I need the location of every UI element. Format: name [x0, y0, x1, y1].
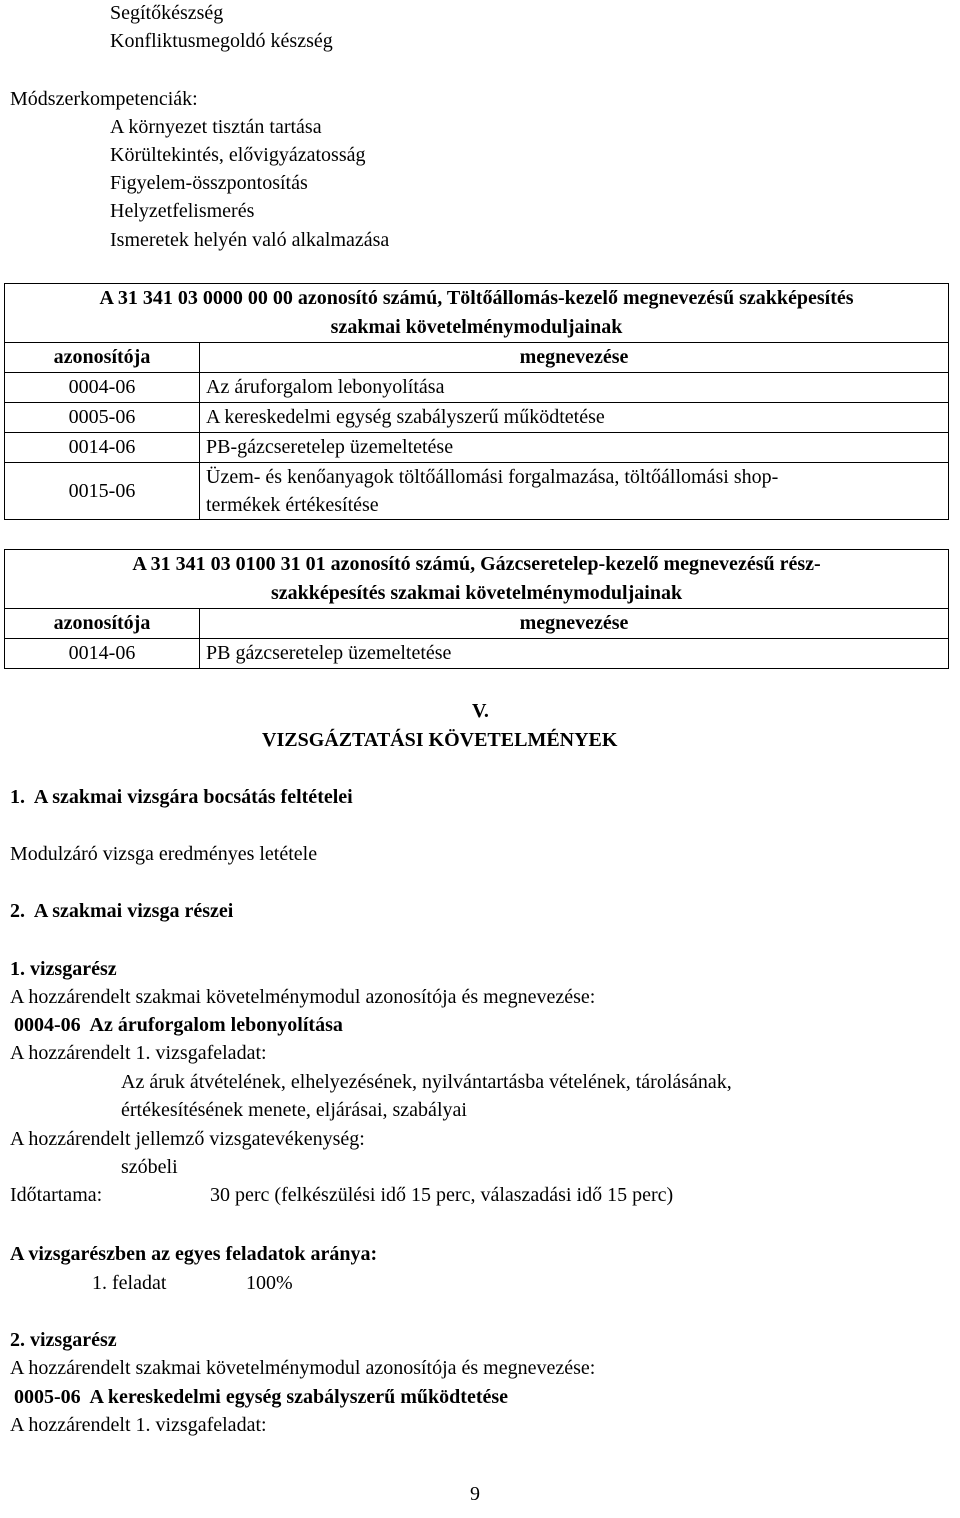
exam-part-heading: 2. vizsgarész: [10, 1329, 117, 1351]
module-label: A hozzárendelt szakmai követelménymodul azonosítója és megnevezése:: [10, 986, 596, 1008]
duration-value: 30 perc (felkészülési idő 15 perc, válaszadási idő 15 perc): [210, 1184, 674, 1206]
table-row: [5, 433, 949, 463]
heading-exam-conditions: 1. A szakmai vizsgára bocsátás feltételei: [10, 786, 353, 808]
task-text: értékesítésének menete, eljárásai, szabályai: [121, 1099, 467, 1121]
ratio-task: 1. feladat: [92, 1272, 167, 1294]
module-name: A kereskedelmi egység szabályszerű működtetése: [200, 403, 949, 433]
competency-item: Konfliktusmegoldó készség: [110, 30, 333, 52]
table-title-line: szakképesítés szakmai követelménymoduljainak: [270, 582, 683, 604]
table-title: [5, 284, 949, 343]
table-title-line: szakmai követelménymoduljainak: [330, 316, 623, 338]
assigned-module: 0004-06 Az áruforgalom lebonyolítása: [14, 1014, 343, 1036]
activity-label: A hozzárendelt jellemző vizsgatevékenység:: [10, 1128, 365, 1150]
method-item: Figyelem-összpontosítás: [110, 172, 308, 194]
ratio-value: 100%: [246, 1272, 293, 1294]
heading-exam-parts: 2. A szakmai vizsga részei: [10, 900, 234, 922]
ratio-label: A vizsgarészben az egyes feladatok aránya:: [10, 1243, 378, 1265]
table-title: [5, 550, 949, 609]
method-competencies-label: Módszerkompetenciák:: [10, 88, 198, 110]
column-header-code: azonosítója: [5, 343, 200, 373]
duration-label: Időtartama:: [10, 1184, 103, 1206]
exam-conditions-text: Modulzáró vizsga eredményes letétele: [10, 843, 318, 865]
table-row: [5, 373, 949, 403]
module-code: 0014-06: [5, 639, 200, 669]
exam-part-heading: 1. vizsgarész: [10, 958, 117, 980]
column-header-name: megnevezése: [200, 609, 949, 639]
task-label: A hozzárendelt 1. vizsgafeladat:: [10, 1042, 267, 1064]
assigned-module: 0005-06 A kereskedelmi egység szabályszerű működtetése: [14, 1386, 509, 1408]
module-name-line: Üzem- és kenőanyagok töltőállomási forgalmazása, töltőállomási shop-: [206, 466, 779, 488]
method-item: A környezet tisztán tartása: [110, 116, 322, 138]
task-text: Az áruk átvételének, elhelyezésének, nyilvántartásba vételének, tárolásának,: [121, 1071, 732, 1093]
table-row: [5, 403, 949, 433]
method-item: Ismeretek helyén való alkalmazása: [110, 229, 390, 251]
module-code: 0004-06: [5, 373, 200, 403]
module-code: 0005-06: [5, 403, 200, 433]
competency-item: Segítőkészség: [110, 2, 224, 24]
section-number: V.: [472, 700, 489, 722]
table-title-line: A 31 341 03 0000 00 00 azonosító számú, Töltőállomás-kezelő megnevezésű szakképesítés: [99, 287, 854, 309]
table-title-line: A 31 341 03 0100 31 01 azonosító számú, Gázcseretelep-kezelő megnevezésű rész-: [132, 553, 821, 575]
module-name: PB gázcseretelep üzemeltetése: [200, 639, 949, 669]
modules-table-2: [4, 549, 949, 669]
module-name: PB-gázcseretelep üzemeltetése: [200, 433, 949, 463]
method-item: Helyzetfelismerés: [110, 200, 255, 222]
section-title: VIZSGÁZTATÁSI KÖVETELMÉNYEK: [262, 729, 618, 751]
column-header-name: megnevezése: [200, 343, 949, 373]
column-header-code: azonosítója: [5, 609, 200, 639]
module-name-line: termékek értékesítése: [206, 494, 379, 516]
page-number: 9: [470, 1483, 480, 1505]
module-code: 0015-06: [5, 463, 200, 520]
module-code: 0014-06: [5, 433, 200, 463]
table-row: [5, 463, 949, 520]
task-label: A hozzárendelt 1. vizsgafeladat:: [10, 1414, 267, 1436]
table-row: [5, 639, 949, 669]
method-item: Körültekintés, elővigyázatosság: [110, 144, 366, 166]
module-name: Az áruforgalom lebonyolítása: [200, 373, 949, 403]
activity-value: szóbeli: [121, 1156, 178, 1178]
module-name: [200, 463, 949, 520]
modules-table-1: [4, 283, 949, 520]
module-label: A hozzárendelt szakmai követelménymodul azonosítója és megnevezése:: [10, 1357, 596, 1379]
